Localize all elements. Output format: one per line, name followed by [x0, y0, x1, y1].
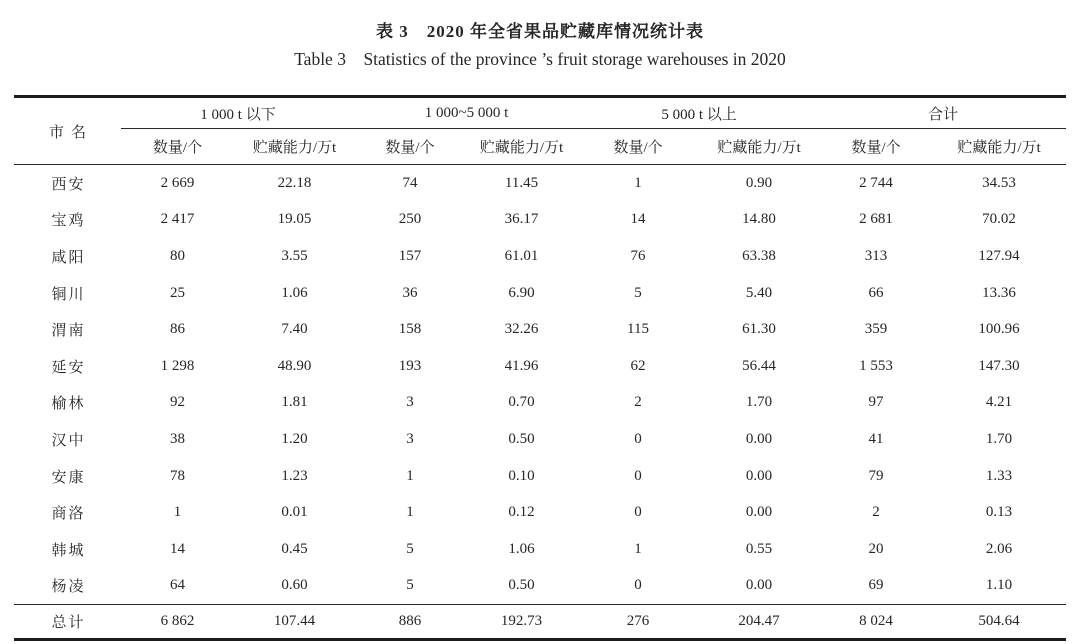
value-cell: 2 669: [160, 174, 195, 191]
city-cell: 汉中: [51, 432, 86, 449]
value-cell: 2 681: [859, 211, 893, 228]
value-cell: 1: [406, 504, 414, 521]
value-cell: 5: [406, 540, 414, 557]
value-cell: 1.20: [281, 430, 308, 447]
value-cell: 13.36: [982, 284, 1016, 301]
value-cell: 0.00: [745, 430, 773, 447]
value-cell: 32.26: [504, 321, 539, 338]
total-row: [14, 605, 1066, 640]
header-group-total: 合计: [820, 97, 1066, 129]
value-cell: 34.53: [982, 174, 1016, 191]
value-cell: 1.81: [281, 394, 308, 411]
table-row: [14, 165, 1066, 202]
header-quantity-2: 数量/个: [355, 129, 465, 165]
city-cell: 商洛: [51, 506, 86, 523]
value-cell: 14.80: [742, 211, 776, 228]
value-cell: 107.44: [234, 605, 355, 640]
value-cell: 22.18: [277, 174, 312, 191]
value-cell: 100.96: [978, 321, 1020, 338]
value-cell: 61.01: [504, 247, 539, 264]
group-header-row: [14, 97, 1066, 129]
value-cell: 36: [402, 284, 418, 301]
value-cell: 11.45: [504, 174, 539, 191]
value-cell: 157: [398, 247, 422, 264]
header-quantity-1: 数量/个: [121, 129, 234, 165]
value-cell: 1: [634, 174, 642, 191]
city-cell: 总计: [14, 605, 121, 640]
value-cell: 78: [170, 467, 185, 484]
value-cell: 20: [868, 540, 884, 557]
table-body: [14, 165, 1066, 640]
value-cell: 56.44: [742, 357, 776, 374]
value-cell: 2: [872, 504, 880, 521]
table-row: [14, 421, 1066, 458]
value-cell: 204.47: [698, 605, 820, 640]
value-cell: 5: [634, 284, 642, 301]
value-cell: 80: [170, 247, 185, 264]
table-row: [14, 348, 1066, 385]
city-cell: 铜川: [51, 286, 86, 303]
table-row: [14, 531, 1066, 568]
value-cell: 19.05: [277, 211, 312, 228]
value-cell: 0.45: [281, 540, 308, 557]
value-cell: 8 024: [820, 605, 932, 640]
value-cell: 504.64: [932, 605, 1066, 640]
value-cell: 2 417: [160, 211, 195, 228]
header-capacity-4: 贮藏能力/万t: [932, 129, 1066, 165]
value-cell: 61.30: [742, 321, 776, 338]
value-cell: 74: [402, 174, 418, 191]
value-cell: 64: [170, 577, 185, 594]
table-row: [14, 494, 1066, 531]
value-cell: 69: [868, 577, 884, 594]
value-cell: 5.40: [745, 284, 773, 301]
value-cell: 1 298: [160, 357, 195, 374]
value-cell: 41.96: [504, 357, 539, 374]
statistics-table-wrapper: [14, 95, 1066, 641]
table-row: [14, 568, 1066, 605]
value-cell: 66: [868, 284, 884, 301]
city-cell: 西安: [51, 176, 86, 193]
city-cell: 榆林: [51, 396, 86, 413]
value-cell: 14: [630, 211, 646, 228]
value-cell: 0.01: [281, 504, 308, 521]
value-cell: 6 862: [121, 605, 234, 640]
header-capacity-2: 贮藏能力/万t: [465, 129, 578, 165]
city-cell: 延安: [51, 359, 86, 376]
value-cell: 0.10: [508, 467, 535, 484]
table-row: [14, 385, 1066, 422]
value-cell: 0.00: [745, 504, 773, 521]
header-group-1000-5000t: 1 000~5 000 t: [355, 97, 578, 129]
value-cell: 0.60: [281, 577, 308, 594]
value-cell: 3: [406, 430, 414, 447]
header-capacity-3: 贮藏能力/万t: [698, 129, 820, 165]
value-cell: 25: [170, 284, 185, 301]
value-cell: 62: [630, 357, 646, 374]
table-row: [14, 238, 1066, 275]
value-cell: 36.17: [504, 211, 539, 228]
value-cell: 313: [864, 247, 888, 264]
value-cell: 250: [398, 211, 422, 228]
city-cell: 杨凌: [51, 579, 86, 596]
value-cell: 7.40: [281, 321, 308, 338]
city-cell: 安康: [51, 469, 86, 486]
header-capacity-1: 贮藏能力/万t: [234, 129, 355, 165]
value-cell: 0.90: [745, 174, 773, 191]
city-cell: 韩城: [51, 542, 86, 559]
value-cell: 193: [398, 357, 422, 374]
value-cell: 886: [355, 605, 465, 640]
value-cell: 0.00: [745, 577, 773, 594]
value-cell: 0: [634, 430, 642, 447]
value-cell: 0.50: [508, 430, 535, 447]
table-row: [14, 202, 1066, 239]
value-cell: 158: [398, 321, 422, 338]
value-cell: 63.38: [742, 247, 776, 264]
city-cell: 渭南: [51, 323, 86, 340]
table-caption-en: Table 3 Statistics of the province ’s fruit storage warehouses in 2020: [294, 49, 786, 69]
city-cell: 宝鸡: [51, 213, 86, 230]
value-cell: 0: [634, 504, 642, 521]
value-cell: 1.70: [745, 394, 773, 411]
value-cell: 2 744: [859, 174, 893, 191]
table-header: [14, 97, 1066, 165]
value-cell: 1.33: [985, 467, 1013, 484]
value-cell: 1: [634, 540, 642, 557]
value-cell: 79: [868, 467, 884, 484]
value-cell: 0.13: [985, 504, 1013, 521]
table-row: [14, 458, 1066, 495]
value-cell: 1 553: [859, 357, 893, 374]
value-cell: 2: [634, 394, 642, 411]
value-cell: 6.90: [508, 284, 535, 301]
value-cell: 38: [170, 430, 185, 447]
header-quantity-3: 数量/个: [578, 129, 698, 165]
value-cell: 0.50: [508, 577, 535, 594]
value-cell: 1.06: [508, 540, 535, 557]
value-cell: 276: [578, 605, 698, 640]
value-cell: 1.70: [985, 430, 1013, 447]
value-cell: 127.94: [978, 247, 1020, 264]
value-cell: 70.02: [982, 211, 1016, 228]
header-city: 市名: [14, 97, 121, 165]
value-cell: 86: [170, 321, 185, 338]
value-cell: 1.06: [281, 284, 308, 301]
table-row: [14, 275, 1066, 312]
value-cell: 3.55: [281, 247, 308, 264]
value-cell: 115: [627, 321, 649, 338]
value-cell: 14: [170, 540, 185, 557]
value-cell: 4.21: [985, 394, 1013, 411]
fruit-storage-statistics-table: [14, 95, 1066, 641]
value-cell: 0.00: [745, 467, 773, 484]
value-cell: 0.12: [508, 504, 535, 521]
city-cell: 咸阳: [51, 249, 86, 266]
table-row: [14, 311, 1066, 348]
value-cell: 92: [170, 394, 185, 411]
value-cell: 147.30: [978, 357, 1020, 374]
value-cell: 1: [406, 467, 414, 484]
header-group-over-5000t: 5 000 t 以上: [578, 97, 820, 129]
table-caption-zh: 表 3 2020 年全省果品贮藏库情况统计表: [376, 22, 704, 41]
header-group-under-1000t: 1 000 t 以下: [121, 97, 355, 129]
header-quantity-4: 数量/个: [820, 129, 932, 165]
value-cell: 0.55: [745, 540, 773, 557]
value-cell: 0: [634, 577, 642, 594]
value-cell: 0.70: [508, 394, 535, 411]
sub-header-row: [14, 129, 1066, 165]
value-cell: 97: [868, 394, 884, 411]
value-cell: 41: [868, 430, 884, 447]
value-cell: 5: [406, 577, 414, 594]
value-cell: 1.23: [281, 467, 308, 484]
value-cell: 3: [406, 394, 414, 411]
value-cell: 1: [173, 504, 182, 521]
value-cell: 48.90: [277, 357, 312, 374]
value-cell: 0: [634, 467, 642, 484]
value-cell: 76: [630, 247, 646, 264]
value-cell: 192.73: [465, 605, 578, 640]
value-cell: 1.10: [985, 577, 1013, 594]
value-cell: 359: [864, 321, 888, 338]
value-cell: 2.06: [985, 540, 1013, 557]
